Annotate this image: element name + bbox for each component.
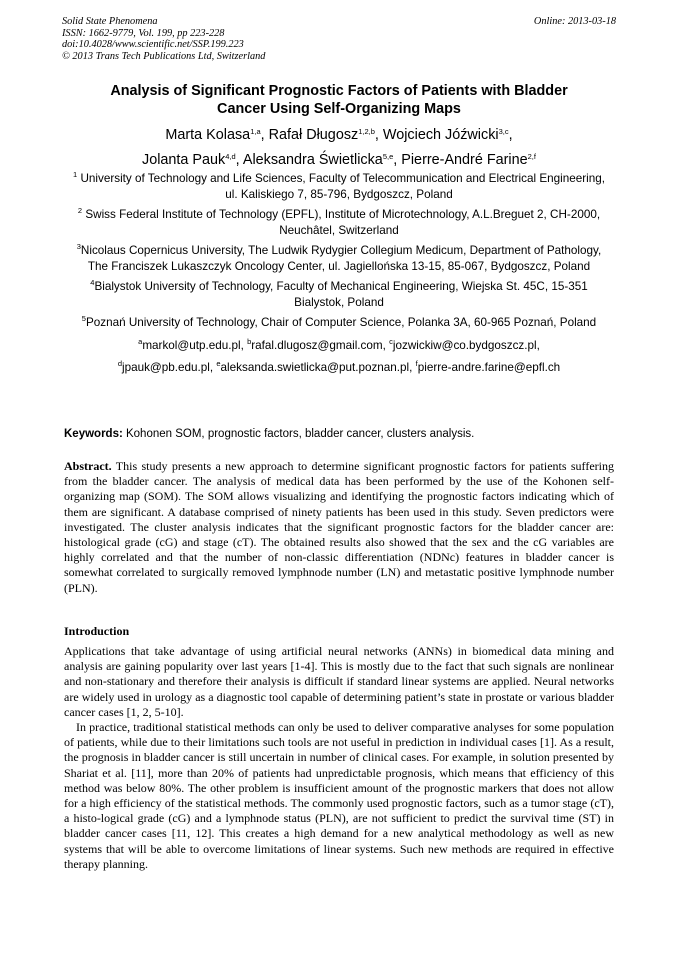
- online-date: Online: 2013-03-18: [533, 16, 616, 27]
- author-name: Wojciech Jóźwicki: [382, 127, 499, 143]
- author-name: Aleksandra Świetlicka: [242, 152, 383, 168]
- author-separator: ,: [235, 152, 243, 168]
- section-heading: Introduction: [64, 624, 130, 638]
- affiliation-text: University of Technology and Life Sciences, Faculty of Telecommunication and Electrical Engineering, ul. Kaliskiego 7, 85-796, Bydgoszcz, Poland: [77, 172, 605, 201]
- abstract-section: [64, 459, 614, 596]
- author-line: [60, 123, 618, 148]
- doi-line: doi:10.4028/www.scientific.net/SSP.199.223: [62, 39, 244, 51]
- affiliation-number: 2: [77, 205, 83, 215]
- affiliation-number: 1: [73, 169, 78, 179]
- introduction-body: [64, 644, 614, 872]
- email-list: [66, 335, 612, 379]
- author-list: [60, 123, 618, 173]
- affiliation-text: Poznań University of Technology, Chair of Computer Science, Polanka 3A, 60-965 Poznań, Poland: [85, 316, 597, 329]
- author-name: Pierre-André Farine: [401, 152, 528, 168]
- keywords-section: [64, 427, 614, 441]
- author-affil-marker: 1,2,b: [358, 126, 375, 136]
- email-marker: d: [117, 358, 122, 368]
- keywords-text: Kohonen SOM, prognostic factors, bladder cancer, clusters analysis.: [122, 428, 475, 440]
- author-affil-marker: 1,a: [250, 126, 261, 136]
- affiliation-list: [66, 171, 612, 379]
- affiliation-number: 3: [76, 241, 81, 251]
- body-paragraph: In practice, traditional statistical methods can only be used to deliver comparative analyses for some population of patients, while due to their limitations such tools are not useful in prediction in individual cases [1]. As a result, the prognosis in bladder cancer is still uncertain in number of clinical cases. For example, in solution presented by Shariat et al. [11], more than 20% of patients had unpredictable prognosis, which means that efficiency of this method was below 80%. The other problem is insufficient amount of the prognostic markers that does not allow for a high efficiency of the statistical methods. The commonly used prognostic factors, such as a tumor stage (cT), a histo-logical grade (cG) and a lymphnode status (PLN), are not sufficient to predict the survival time (ST) in bladder cancer cases [11, 12]. This creates a high demand for a new analytical methodology as well as new systems that will be able to overcome limitations of linear systems. Such new methods are required in effective therapy planning.: [64, 720, 614, 871]
- author-name: Jolanta Pauk: [142, 152, 226, 168]
- affiliation: [66, 171, 612, 203]
- email-address[interactable]: pierre-andre.farine@epfl.ch: [417, 361, 561, 374]
- email-address[interactable]: markol@utp.edu.pl,: [142, 339, 248, 352]
- title-line: Analysis of Significant Prognostic Factors of Patients with Bladder: [110, 83, 568, 99]
- author-separator: ,: [393, 152, 402, 168]
- email-address[interactable]: jozwickiw@co.bydgoszcz.pl,: [392, 339, 540, 352]
- affiliation-number: 4: [90, 277, 95, 287]
- issn-line: ISSN: 1662-9779, Vol. 199, pp 223-228: [62, 27, 225, 39]
- email-line: [66, 335, 612, 357]
- author-separator: ,: [260, 127, 269, 143]
- author-affil-marker: 5,e: [382, 151, 394, 161]
- email-address[interactable]: aleksanda.swietlicka@put.poznan.pl,: [220, 361, 416, 374]
- affiliation-text: Nicolaus Copernicus University, The Ludwik Rydygier Collegium Medicum, Department of Pathology, The Franciszek Lukaszczyk Oncology Center, ul. Jagiellońska 13-15, 85-067, Bydgoszcz, Poland: [80, 244, 602, 273]
- copyright-line: © 2013 Trans Tech Publications Ltd, Switzerland: [62, 50, 266, 62]
- email-line: [66, 357, 612, 379]
- author-affil-marker: 2,f: [527, 151, 536, 161]
- author-separator: ,: [508, 127, 513, 143]
- abstract-text: This study presents a new approach to determine significant prognostic factors for patients suffering from the bladder cancer. The analysis of medical data has been performed by the use of the Kohonen self-organizing map (SOM). The SOM allows visualizing and identifying the prognostic factors indicating which of them are significant. A database comprised of ninety patients has been used in this study. Seven predictors were investigated. The cluster analysis indicates that the significant prognostic factors for the bladder cancer are: histological grade (cG) and stage (cT). The obtained results also showed that the sex and the cG variables are highly correlated and that the number of non-classic differentiation (NDNc) features in bladder cancer is somewhat correlated to surgically removed lymphnode number (LN) and metastatic positive lymphnode number (PLN).: [64, 459, 614, 595]
- title-line: Cancer Using Self-Organizing Maps: [217, 101, 461, 117]
- affiliation-text: Swiss Federal Institute of Technology (EPFL), Institute of Microtechnology, A.L.Breguet 2, CH-2000, Neuchâtel, Switzerland: [82, 208, 601, 237]
- email-marker: f: [415, 358, 418, 368]
- author-affil-marker: 3,c: [498, 126, 509, 136]
- email-address[interactable]: jpauk@pb.edu.pl,: [121, 361, 217, 374]
- affiliation: [66, 207, 612, 239]
- email-marker: a: [138, 336, 143, 346]
- journal-header: [62, 16, 616, 62]
- author-line: [60, 148, 618, 173]
- affiliation: [66, 279, 612, 311]
- author-name: Rafał Długosz: [268, 127, 359, 143]
- abstract-label: Abstract.: [64, 459, 112, 473]
- author-separator: ,: [374, 127, 383, 143]
- email-marker: c: [389, 336, 393, 346]
- affiliation-text: Bialystok University of Technology, Faculty of Mechanical Engineering, Wiejska St. 45C, 15-351 Bialystok, Poland: [94, 280, 588, 309]
- paper-title: [60, 82, 618, 118]
- keywords-label: Keywords:: [64, 428, 123, 440]
- journal-name: Solid State Phenomena: [62, 16, 158, 27]
- body-paragraph: Applications that take advantage of using artificial neural networks (ANNs) in biomedical data mining and analysis are gaining popularity over last years [1-4]. This is mostly due to the fact that such signals are nonlinear and non-stationary and therefore their analysis is difficult if standard linear systems are applied. Neural networks are widely used in urology as a diagnostic tool capable of determining patient’s state in prostate or various bladder cancer cases [1, 2, 5-10].: [64, 644, 614, 719]
- affiliation-number: 5: [81, 313, 86, 323]
- affiliation: [66, 315, 612, 331]
- email-marker: b: [247, 336, 252, 346]
- email-address[interactable]: rafal.dlugosz@gmail.com,: [251, 339, 390, 352]
- email-marker: e: [216, 358, 221, 368]
- author-name: Marta Kolasa: [165, 127, 251, 143]
- affiliation: [66, 243, 612, 275]
- author-affil-marker: 4,d: [225, 151, 236, 161]
